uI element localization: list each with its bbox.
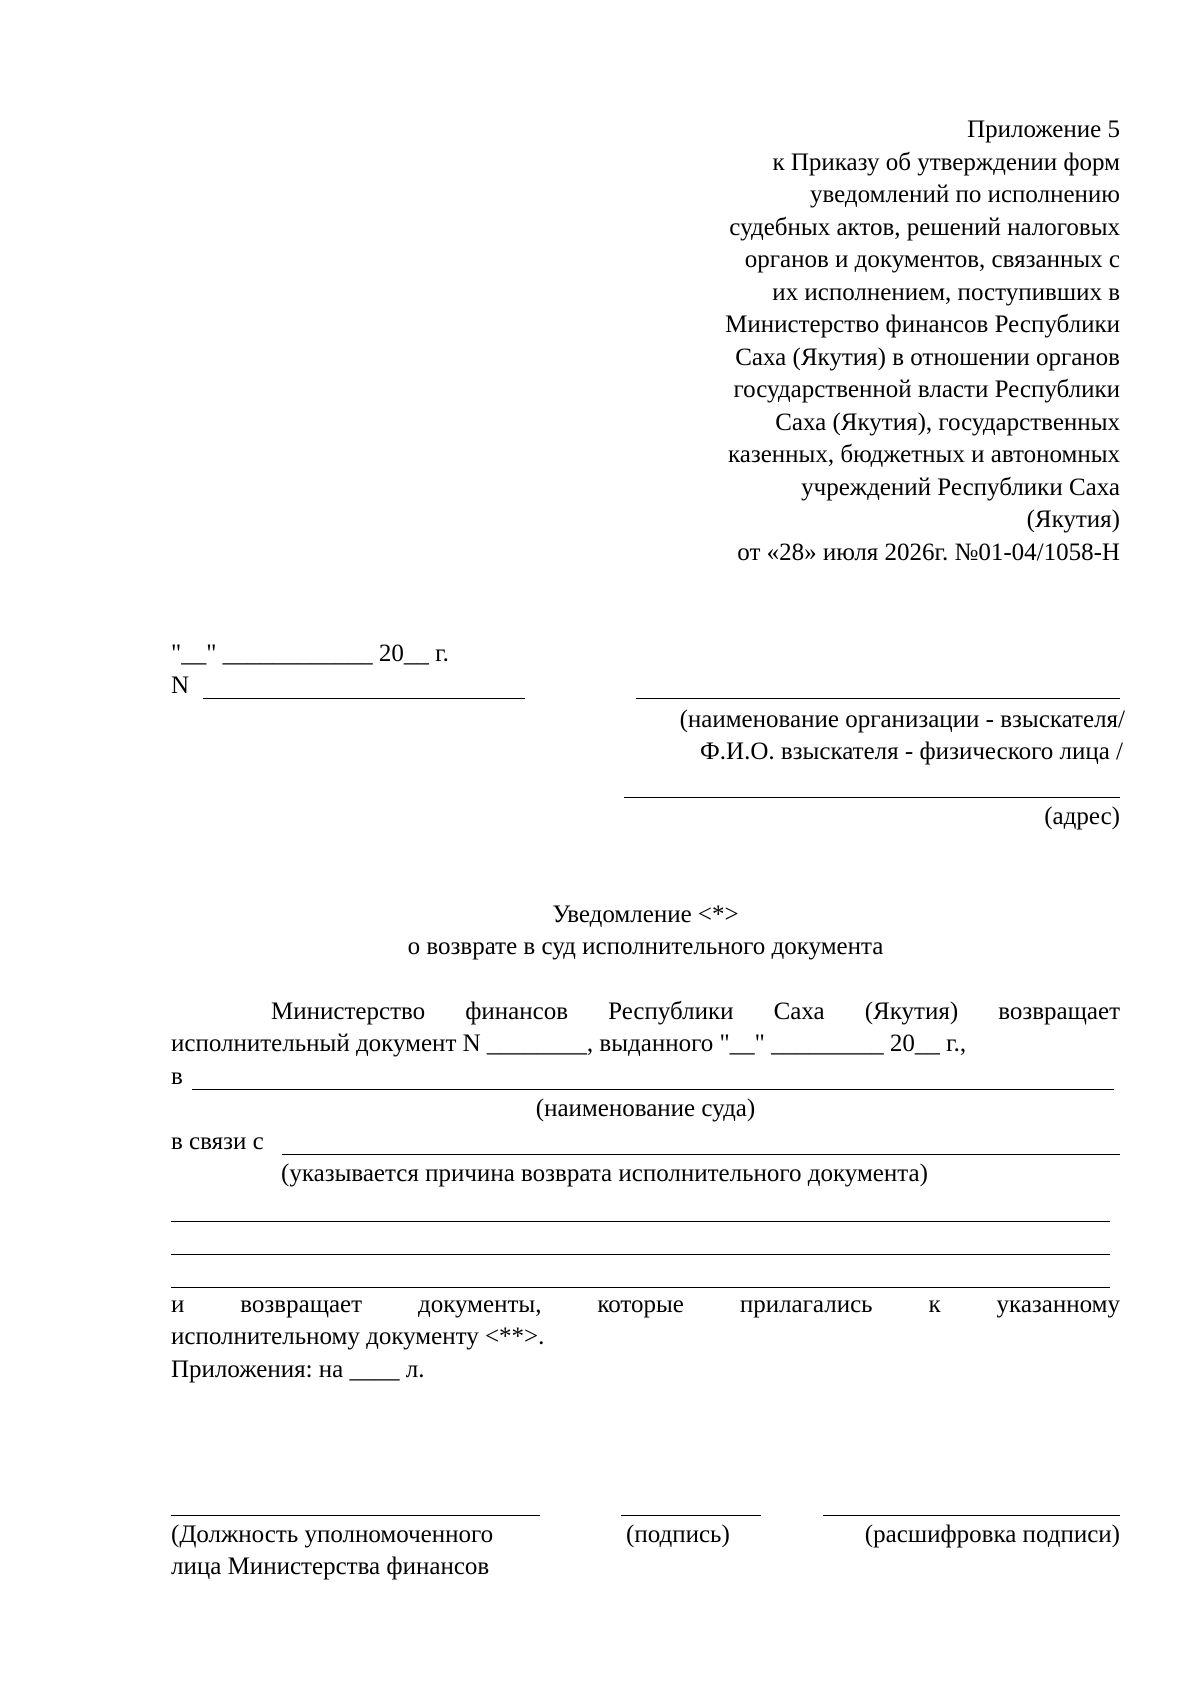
recipient-caption: Ф.И.О. взыскателя - физического лица / [700,738,1123,765]
address-caption: (адрес) [1044,803,1120,830]
document-subtitle: о возврате в суд исполнительного документа [407,933,884,960]
appendix-line: органов и документов, связанных с [744,246,1120,273]
appendix-header [560,114,1120,569]
position-signature-line [171,1515,540,1516]
court-caption: (наименование суда) [535,1095,756,1122]
recipient-caption: (наименование организации - взыскателя/ [679,706,1125,733]
appendix-line: (Якутия) [1026,506,1120,533]
reason-extra-line [171,1254,1110,1255]
attachments-line: Приложения: на ____ л. [171,1356,425,1383]
body-paragraph-line: Министерство финансов Республики Саха (Якутия) возвращает [271,998,1120,1025]
appendix-line: от «28» июля 2026г. №01-04/1058-Н [737,538,1120,566]
appendix-line: их исполнением, поступивших в [772,278,1120,306]
position-caption: лица Министерства финансов [171,1553,490,1580]
date-line: "__" ____________ 20__ г. [171,640,449,667]
appendix-line: уведомлений по исполнению [810,181,1120,208]
reason-extra-line [171,1287,1110,1288]
court-prefix: в [171,1063,183,1090]
appendix-line: государственной власти Республики [733,376,1120,403]
appendix-line: к Приказу об утверждении форм [772,148,1120,176]
position-caption: (Должность уполномоченного [171,1521,494,1548]
appendix-line: Приложение 5 [967,116,1120,143]
reason-caption: (указывается причина возврата исполнительного документа) [281,1160,928,1187]
decode-signature-line [823,1515,1120,1516]
appendix-line: Саха (Якутия) в отношении органов [735,343,1120,371]
recipient-address-line [624,797,1120,798]
appendix-line: Министерство финансов Республики [725,311,1120,338]
reason-extra-line [171,1221,1110,1222]
sign-caption: (подпись) [626,1521,730,1548]
decode-caption: (расшифровка подписи) [864,1521,1120,1548]
sign-line [621,1515,761,1516]
reason-prefix: в связи с [171,1128,264,1155]
appendix-line: судебных актов, решений налоговых [729,213,1120,241]
recipient-name-line [636,698,1120,699]
appendix-line: Саха (Якутия), государственных [775,408,1120,436]
body-paragraph-line: исполнительному документу <**>. [171,1323,545,1350]
appendix-line: казенных, бюджетных и автономных [727,441,1120,468]
reason-line [282,1154,1120,1155]
number-label: N [171,672,190,699]
court-name-line [192,1089,1114,1090]
appendix-line: учреждений Республики Саха [801,473,1120,501]
document-title: Уведомление <*> [552,901,739,928]
body-paragraph-line: и возвращает документы, которые прилагались к указанному [171,1291,1120,1318]
body-paragraph-line: исполнительный документ N ________, выданного "__" _________ 20__ г., [171,1030,967,1057]
number-underline [203,698,525,699]
